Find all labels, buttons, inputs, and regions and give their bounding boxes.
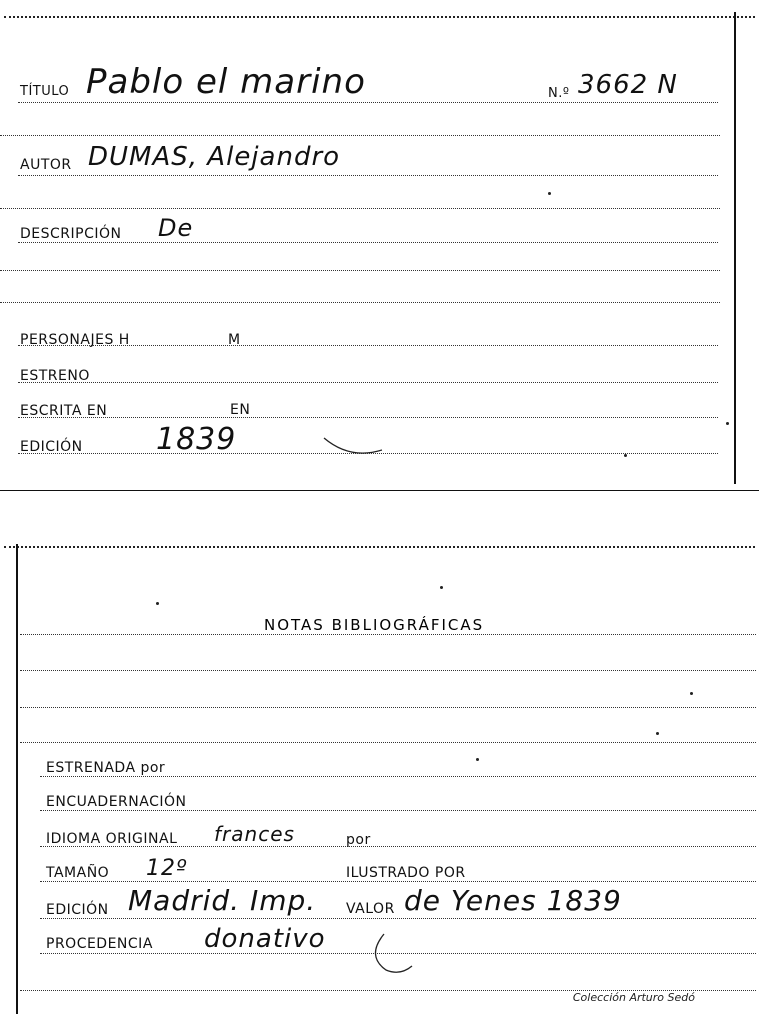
idioma-por-label: por: [346, 832, 371, 848]
speck: [548, 192, 551, 195]
estrenada-label: ESTRENADA por: [46, 760, 166, 776]
descripcion-value: De: [158, 214, 194, 242]
rule-escrita: [18, 417, 718, 418]
scan-mark: [320, 430, 390, 460]
ilustrado-label: ILUSTRADO POR: [346, 865, 466, 881]
autor-label: AUTOR: [20, 157, 72, 173]
tamano-label: TAMAÑO: [46, 865, 110, 881]
procedencia-label: PROCEDENCIA: [46, 936, 153, 952]
scan-mark: [366, 930, 416, 978]
valor-label: VALOR: [346, 901, 395, 917]
idioma-label: IDIOMA ORIGINAL: [46, 831, 178, 847]
notas-heading: NOTAS BIBLIOGRÁFICAS: [264, 616, 485, 634]
speck: [156, 602, 159, 605]
rule-autor: [18, 175, 718, 176]
escrita-en-label: EN: [230, 402, 251, 418]
rule: [0, 270, 720, 271]
numero-value: 3662 N: [578, 70, 678, 100]
edicion-label: EDICIÓN: [46, 902, 109, 918]
catalog-card-front: [0, 12, 759, 492]
rule-tamano: [40, 881, 756, 882]
descripcion-label: DESCRIPCIÓN: [20, 226, 122, 242]
titulo-value: Pablo el marino: [86, 62, 366, 102]
idioma-value: frances: [214, 822, 295, 846]
speck: [726, 422, 729, 425]
card-top-edge: [4, 546, 755, 551]
rule: [20, 742, 756, 743]
card-left-edge: [16, 544, 18, 1014]
procedencia-value: donativo: [204, 924, 326, 954]
card-top-edge: [4, 16, 755, 21]
catalog-card-back: [0, 544, 759, 1028]
encuadernacion-label: ENCUADERNACIÓN: [46, 794, 187, 810]
titulo-label: TÍTULO: [20, 84, 70, 99]
card-bottom-edge: [0, 490, 759, 491]
speck: [624, 454, 627, 457]
rule-edicion: [40, 918, 756, 919]
tamano-value: 12º: [146, 856, 188, 881]
personajes-m-label: M: [228, 332, 241, 348]
numero-label: N.º: [548, 86, 570, 101]
edicion-value: Madrid. Imp.: [128, 884, 317, 917]
escrita-label: ESCRITA EN: [20, 403, 108, 419]
rule-estrenada: [40, 776, 756, 777]
speck: [690, 692, 693, 695]
rule-encuadernacion: [40, 810, 756, 811]
rule: [0, 302, 720, 303]
personajes-label: PERSONAJES H: [20, 332, 130, 348]
speck: [440, 586, 443, 589]
edicion-value: 1839: [156, 422, 237, 457]
rule: [0, 135, 720, 136]
collection-footer: Colección Arturo Sedó: [572, 991, 695, 1004]
edicion-label: EDICIÓN: [20, 439, 83, 455]
rule: [20, 707, 756, 708]
card-right-edge: [734, 12, 736, 484]
rule-descripcion: [18, 242, 718, 243]
valor-value: de Yenes 1839: [404, 884, 622, 917]
autor-value: DUMAS, Alejandro: [88, 142, 341, 172]
rule-titulo: [18, 102, 718, 103]
speck: [476, 758, 479, 761]
rule: [20, 634, 756, 635]
rule: [20, 670, 756, 671]
speck: [656, 732, 659, 735]
estreno-label: ESTRENO: [20, 368, 90, 384]
rule: [0, 208, 720, 209]
rule-estreno: [18, 382, 718, 383]
